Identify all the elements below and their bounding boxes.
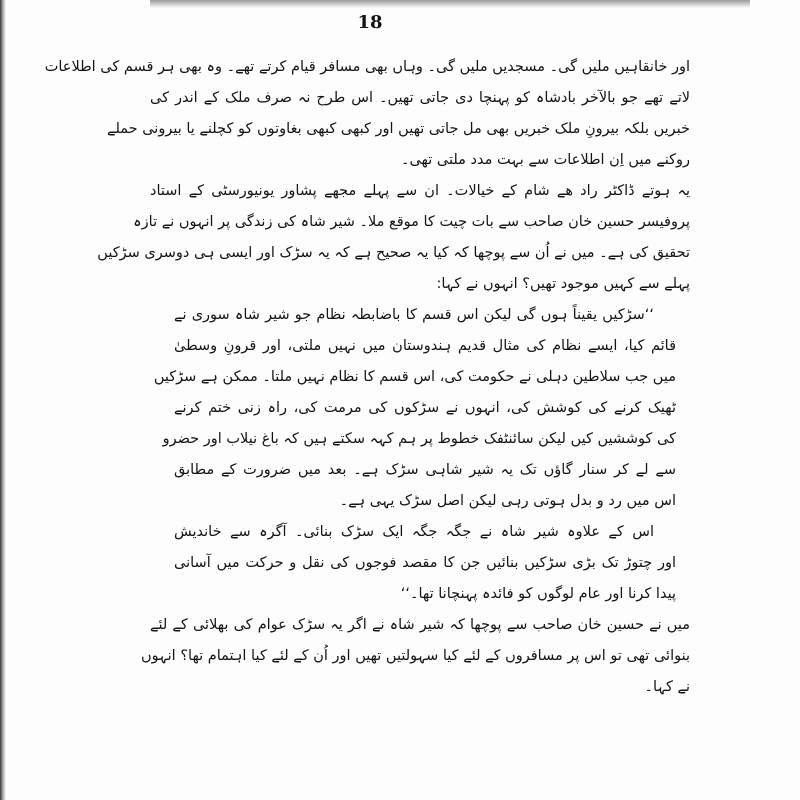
text-line: میں نے حسین خان صاحب سے پوچھا کہ شیر شاہ نے اگر یہ سڑک عوام کی بھلائی کے لئے bbox=[150, 617, 690, 633]
quote-line: ٹھیک کرنے کی کوشش کی، انہوں نے سڑکوں کی مرمت کی، راہ زنی ختم کرنے bbox=[174, 400, 676, 416]
quote-line: قائم کیا، ایسے نظام کی مثال قدیم ہندوستان میں نہیں ملتی، اور قرونِ وسطیٰ bbox=[174, 338, 676, 354]
text-line: یہ ہوتے ڈاکٹر راد ھے شام کے خیالات۔ ان سے پہلے مجھے پشاور یونیورسٹی کے استاد bbox=[150, 183, 690, 199]
scan-edge-shadow bbox=[150, 0, 750, 8]
text-line: بنوائی تھی تو اس پر مسافروں کے لئے کیا سہولتیں تھیں اور اُن کے لئے کیا اہتمام تھا؟ انہوں bbox=[141, 648, 690, 664]
paragraph-interview-intro bbox=[97, 176, 690, 300]
page-number: 18 bbox=[357, 12, 383, 33]
quote-line: اس کے علاوہ شیر شاہ نے جگہ جگہ ایک سڑک بنائی۔ آگرہ سے خاندیش bbox=[174, 524, 654, 540]
quote-line: کی کوششیں کیں لیکن سائنٹفک خطوط پر ہم کہہ سکتے ہیں کہ باغ نیلاب اور حضرو bbox=[162, 431, 676, 447]
text-line: لاتے تھے جو بالآخر بادشاہ کو پہنچا دی جاتی تھیں۔ اس طرح نہ صرف ملک کے اندر کی bbox=[150, 90, 690, 106]
text-line: اور خانقاہیں ملیں گی۔ مسجدیں ملیں گی۔ وہاں بھی مسافر قیام کرتے تھے۔ وہ بھی ہر قسم کی اطلاعات bbox=[44, 59, 690, 75]
quote-line: میں جب سلاطین دہلی نے حکومت کی، اس قسم کا نظام نہیں ملتا۔ ممکن ہے سڑکیں bbox=[153, 369, 676, 385]
quote-line: اس میں رد و بدل ہوتی رہی لیکن اصل سڑک یہی ہے۔ bbox=[339, 493, 676, 509]
quote-line: پیدا کرنا اور عام لوگوں کو فائدہ پہنچانا تھا۔‘‘ bbox=[400, 586, 676, 602]
text-line: روکنے میں اِن اطلاعات سے بہت مدد ملتی تھی۔ bbox=[400, 152, 690, 168]
text-line: پہلے سے کہیں موجود تھیں؟ انہوں نے کہا: bbox=[436, 276, 690, 292]
text-line: خبریں بلکہ بیرونِ ملک خبریں بھی مل جاتی تھیں اور کبھی کبھی بغاوتوں کو کچلنے یا بیرونی حملے bbox=[106, 121, 690, 137]
block-quote bbox=[150, 300, 690, 610]
text-line: نے کہا۔ bbox=[644, 679, 690, 695]
paragraph-intelligence bbox=[44, 52, 690, 176]
body-text bbox=[44, 52, 690, 703]
quote-line: اور چتوڑ تک بڑی سڑکیں بنائیں جن کا مقصد فوجوں کی نقل و حرکت میں آسانی bbox=[174, 555, 676, 571]
paragraph-facilities-question bbox=[141, 610, 690, 703]
text-line: تحقیق کی ہے۔ میں نے اُن سے پوچھا کہ کیا یہ صحیح ہے کہ یہ سڑک اور ایسی ہی دوسری سڑکیں bbox=[97, 245, 690, 261]
quote-line: سے لے کر سنار گاؤں تک یہ شیر شاہی سڑک ہے۔ بعد میں ضرورت کے مطابق bbox=[174, 462, 676, 478]
quote-line: ‘‘سڑکیں یقیناً ہوں گی لیکن اس قسم کا باضابطہ نظام جو شیر شاہ سوری نے bbox=[174, 307, 654, 323]
text-line: پروفیسر حسین خان صاحب سے بات چیت کا موقع ملا۔ شیر شاہ کی زندگی پر انہوں نے تازہ bbox=[133, 214, 690, 230]
binding-shadow bbox=[0, 0, 6, 800]
